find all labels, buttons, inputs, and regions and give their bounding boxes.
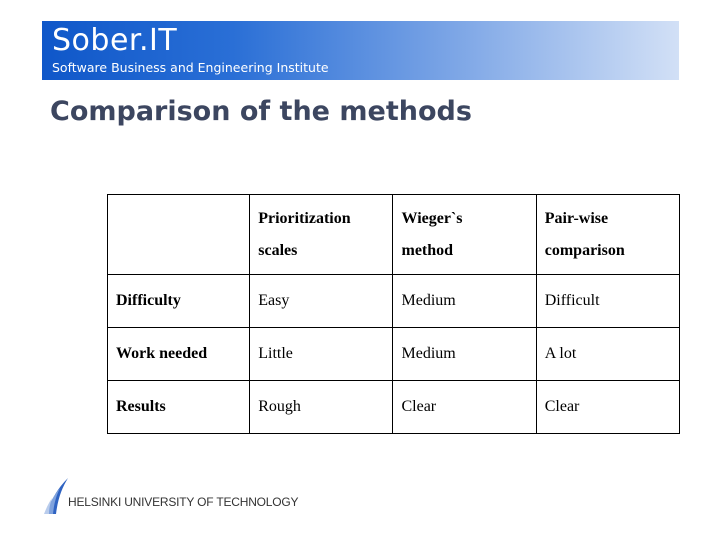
table-cell: Medium [393,328,536,381]
table-row [108,328,680,381]
table-cell: Clear [393,381,536,434]
header-text: method [401,241,454,259]
slide-title: Comparison of the methods [50,96,472,127]
header-text: comparison [544,241,625,259]
university-flame-logo-icon [44,476,70,516]
brand-subtitle: Software Business and Engineering Institute [52,60,329,75]
table-cell: A lot [536,328,679,381]
footer-text: HELSINKI UNIVERSITY OF TECHNOLOGY [68,495,299,509]
row-label: Work needed [108,328,250,381]
header-cell-prioritization [250,195,393,275]
table-cell: Easy [250,275,393,328]
table-cell: Medium [393,275,536,328]
header-cell-pairwise [536,195,679,275]
header-text: Pair-wise [544,209,609,227]
header-cell-wiegers [393,195,536,275]
row-label: Results [108,381,250,434]
header-text: Wieger`s [401,209,463,227]
header-text: Prioritization [258,209,351,227]
table-cell: Clear [536,381,679,434]
header-cell-empty [108,195,250,275]
header-text: scales [258,241,298,259]
table-cell: Rough [250,381,393,434]
row-label: Difficulty [108,275,250,328]
footer [44,476,344,516]
header-banner [42,21,679,80]
comparison-table [107,194,680,434]
table-row [108,275,680,328]
table-cell: Difficult [536,275,679,328]
table-row [108,381,680,434]
brand-title: Sober.IT [52,23,178,58]
table-header-row [108,195,680,275]
table-cell: Little [250,328,393,381]
